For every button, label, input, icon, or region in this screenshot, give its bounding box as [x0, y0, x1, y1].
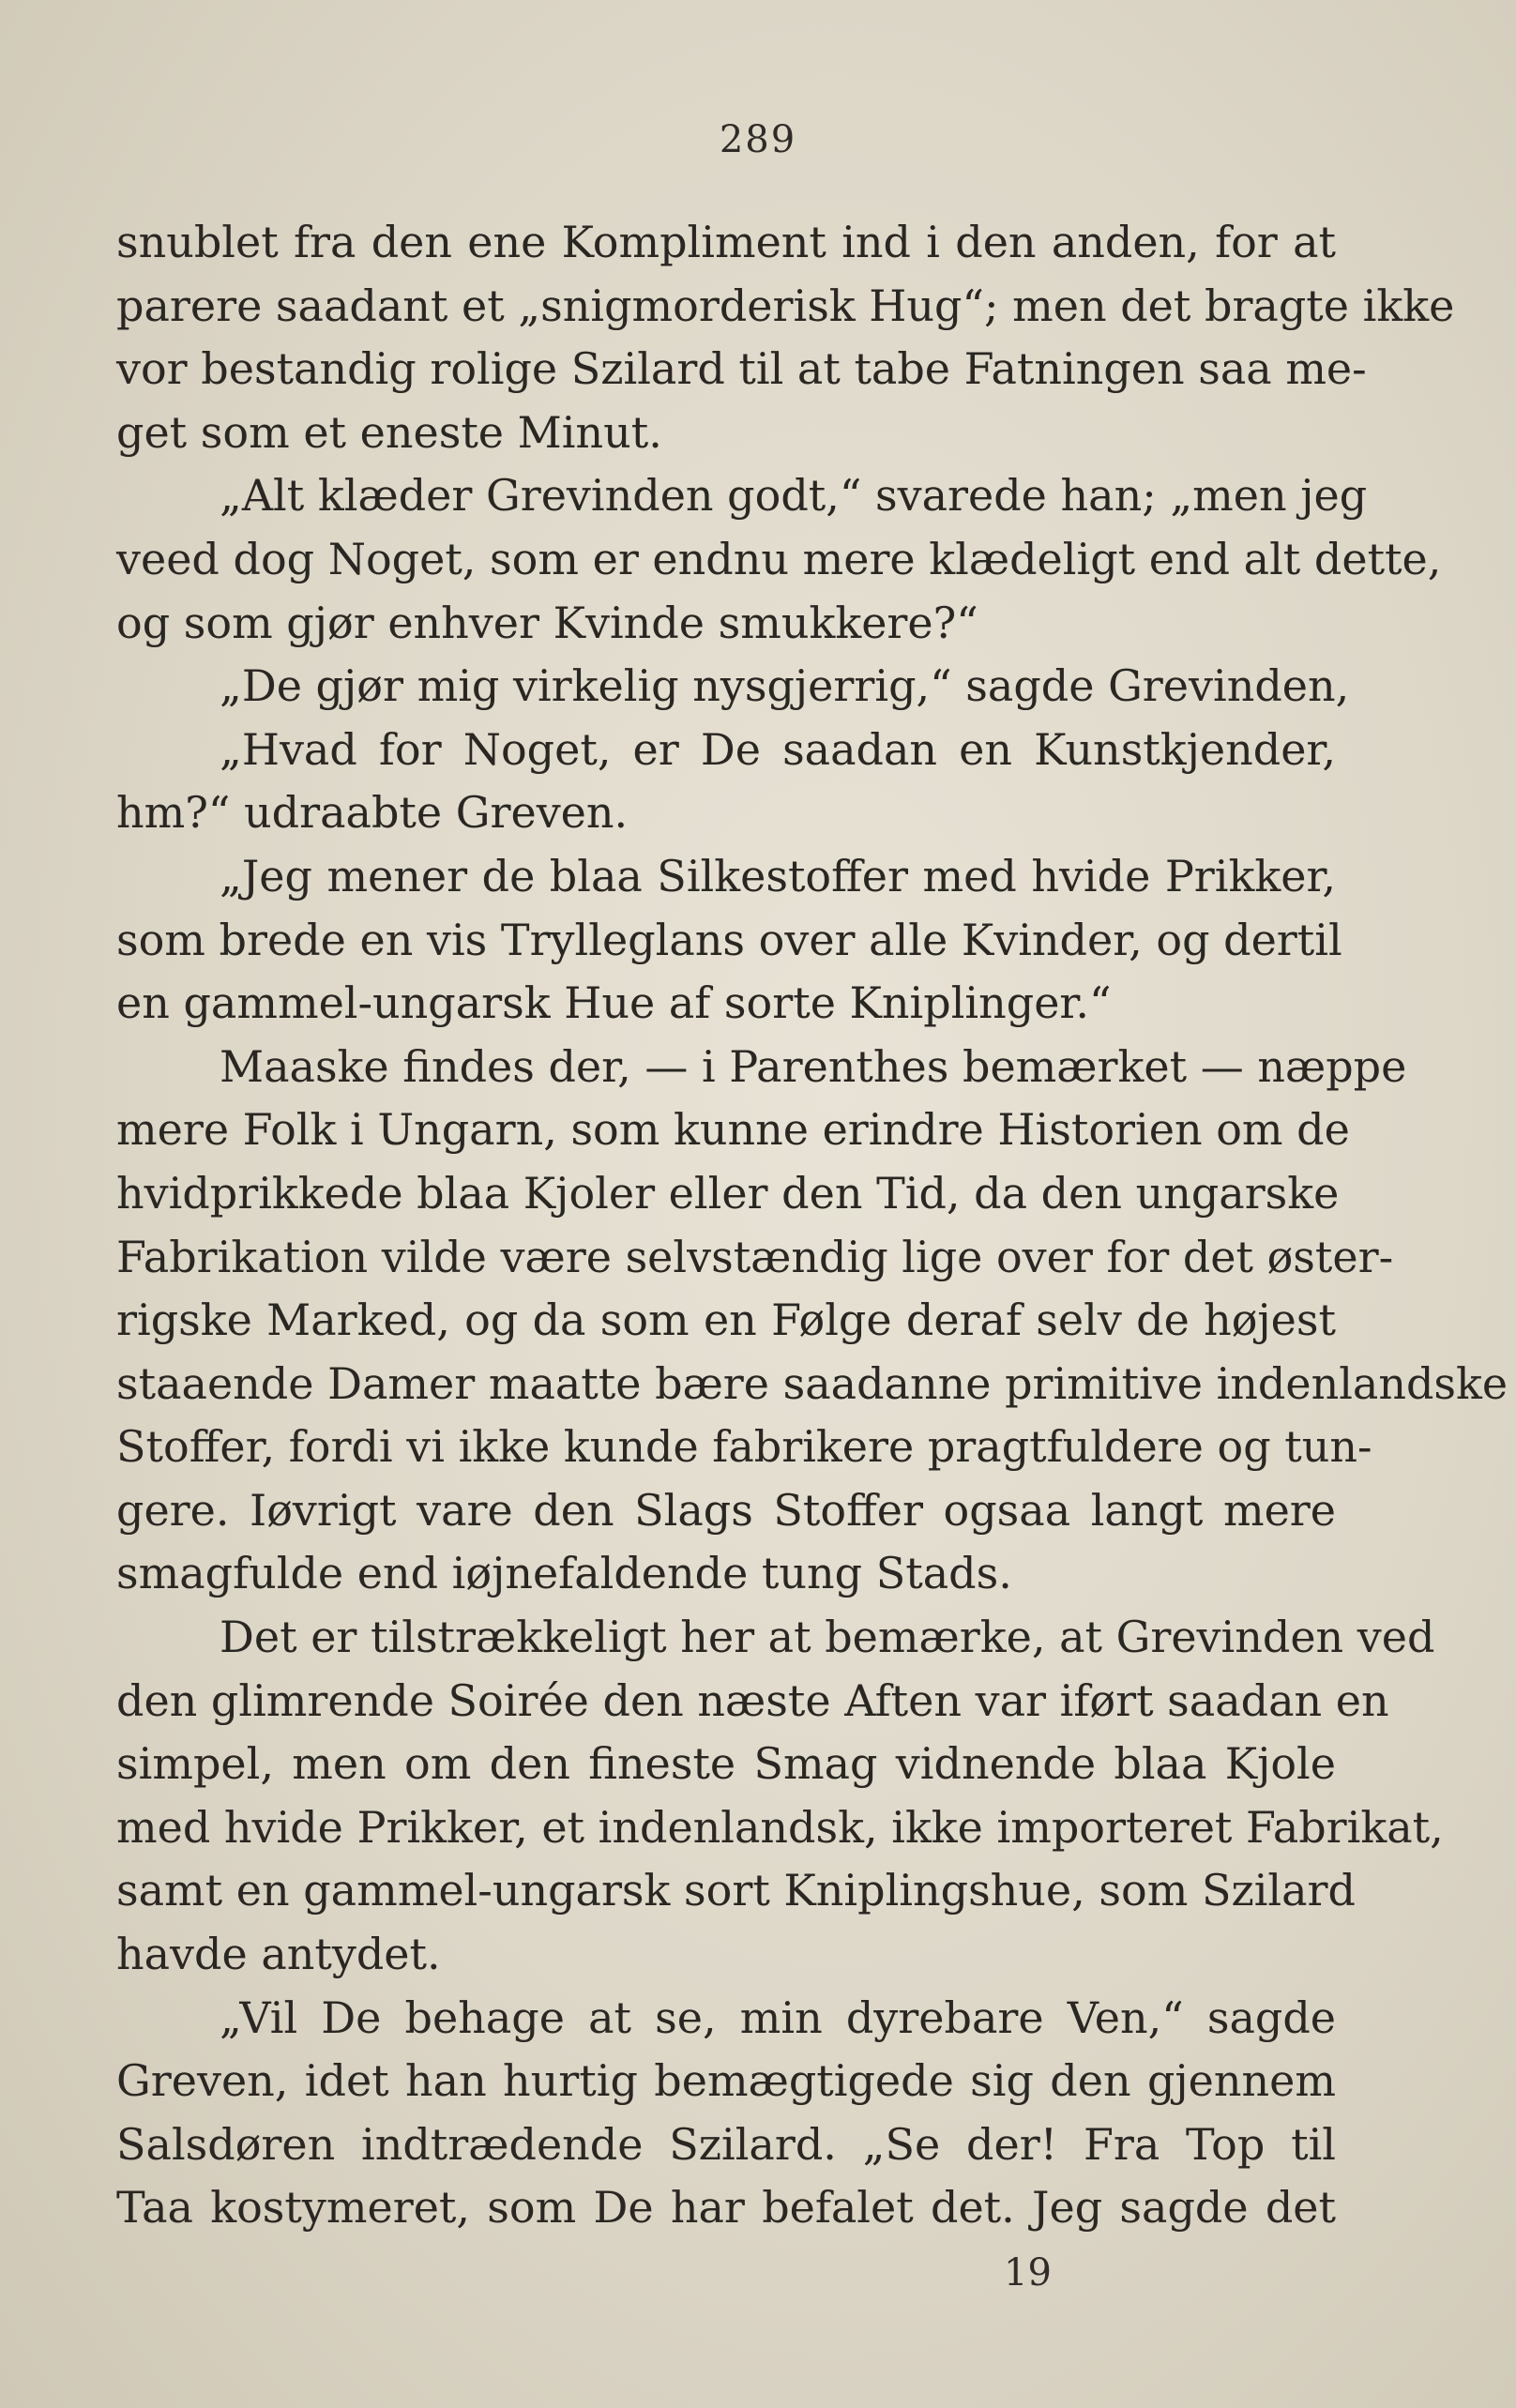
- text-line: gere. Iøvrigt vare den Slags Stoffer ogsaa langt mere: [116, 1484, 1336, 1536]
- text-line: den glimrende Soirée den næste Aften var iført saadan en: [116, 1674, 1389, 1726]
- text-line: hm?“ udraabte Greven.: [116, 787, 629, 839]
- text-line: Stoffer, fordi vi ikke kunde fabrikere pragtfuldere og tun-: [116, 1421, 1372, 1473]
- text-line: snublet fra den ene Kompliment ind i den anden, for at: [116, 217, 1336, 267]
- text-line: get som et eneste Minut.: [116, 406, 662, 458]
- text-line: Salsdøren indtrædende Szilard. „Se der! Fra Top til: [116, 2118, 1336, 2170]
- text-line: Maaske findes der, — i Parenthes bemærket — næppe: [220, 1040, 1407, 1092]
- body-text: [116, 211, 1508, 2240]
- text-line: samt en gammel-ungarsk sort Kniplingshue, som Szilard: [116, 1865, 1356, 1916]
- text-line: smagfulde end iøjnefaldende tung Stads.: [116, 1548, 1012, 1599]
- text-line: en gammel-ungarsk Hue af sorte Kniplinger.“: [116, 977, 1112, 1029]
- page-number: 289: [719, 118, 797, 161]
- text-line: „Alt klæder Grevinden godt,“ svarede han; „men jeg: [220, 470, 1368, 522]
- text-line: „Hvad for Noget, er De saadan en Kunstkjender,: [220, 723, 1336, 775]
- text-line: rigske Marked, og da som en Følge deraf selv de højest: [116, 1295, 1336, 1346]
- text-line: Greven, idet han hurtig bemægtigede sig den gjennem: [116, 2055, 1336, 2107]
- text-line: vor bestandig rolige Szilard til at tabe Fatningen saa me-: [116, 343, 1367, 395]
- text-line: Taa kostymeret, som De har befalet det. Jeg sagde det: [116, 2182, 1336, 2234]
- text-line: „Jeg mener de blaa Silkestoffer med hvide Prikker,: [220, 850, 1336, 901]
- text-line: veed dog Noget, som er endnu mere klædeligt end alt dette,: [116, 533, 1442, 584]
- text-line: staaende Damer maatte bære saadanne primitive indenlandske: [116, 1357, 1508, 1409]
- text-line: simpel, men om den fineste Smag vidnende blaa Kjole: [116, 1738, 1336, 1790]
- text-line: og som gjør enhver Kvinde smukkere?“: [116, 597, 978, 648]
- text-line: med hvide Prikker, et indenlandsk, ikke importeret Fabrikat,: [116, 1801, 1444, 1853]
- text-line: „Vil De behage at se, min dyrebare Ven,“ sagde: [220, 1992, 1336, 2043]
- text-line: „De gjør mig virkelig nysgjerrig,“ sagde Grevinden,: [220, 660, 1350, 712]
- text-line: Fabrikation vilde være selvstændig lige over for det øster-: [116, 1231, 1394, 1282]
- signature-mark: 19: [1004, 2251, 1052, 2294]
- text-line: som brede en vis Trylleglans over alle Kvinder, og dertil: [116, 914, 1342, 965]
- text-line: parere saadant et „snigmorderisk Hug“; men det bragte ikke: [116, 280, 1455, 331]
- text-line: Det er tilstrækkeligt her at bemærke, at Grevinden ved: [220, 1612, 1435, 1663]
- text-line: havde antydet.: [116, 1929, 441, 1980]
- text-line: hvidprikkede blaa Kjoler eller den Tid, da den ungarske: [116, 1167, 1340, 1219]
- text-line: mere Folk i Ungarn, som kunne erindre Historien om de: [116, 1104, 1350, 1156]
